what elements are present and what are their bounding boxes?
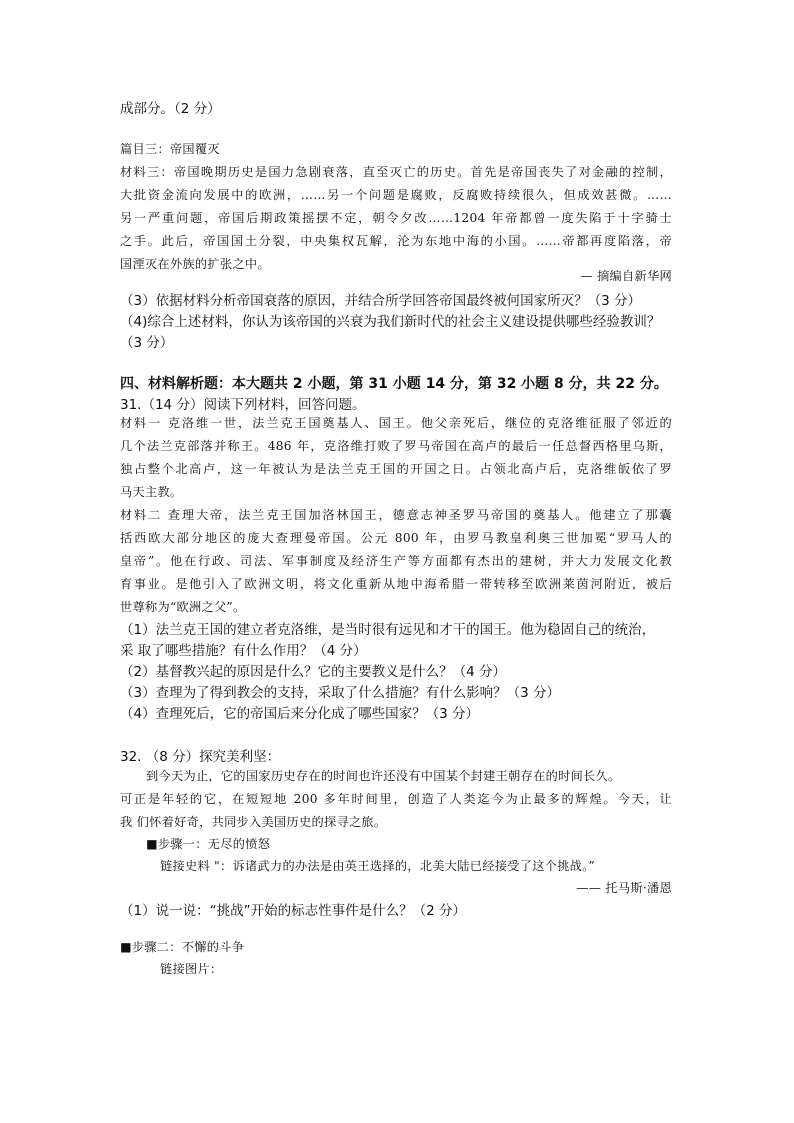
material-line: 马天主教。 — [120, 485, 183, 499]
question-31-1-cont: 采 取了哪些措施？有什么作用？（4 分） — [120, 643, 367, 659]
paragraph-line: 到今天为止，它的国家历史存在的时间也许还没有中国某个封建王朝存在的时间长久。 — [146, 769, 621, 783]
question-32-1: （1）说一说：“挑战”开始的标志性事件是什么？（2 分） — [120, 903, 466, 919]
step-2-heading: ■步骤二：不懈的斗争 — [120, 940, 245, 954]
paragraph-line: 可正是年轻的它，在短短地 200 多年时间里，创造了人类迄今为止最多的辉煌。今天，让 — [120, 792, 672, 806]
question-32-intro: 32. （8 分）探究美利坚： — [120, 749, 281, 765]
material-line: 材料三：帝国晚期历史是国力急剧衰落，直至灭亡的历史。首先是帝国丧失了对金融的控制， — [120, 165, 672, 179]
question-4: （4)综合上述材料，你认为该帝国的兴衰为我们新时代的社会主义建设提供哪些经验教训？ — [120, 314, 661, 330]
quote-source: —— 托马斯·潘恩 — [576, 881, 672, 895]
question-31-4: （4）查理死后，它的帝国后来分化成了哪些国家？（3 分） — [120, 706, 479, 722]
step-1-heading: ■步骤一：无尽的愤怒 — [146, 837, 271, 851]
section-heading: 篇目三：帝国覆灭 — [120, 142, 220, 156]
step-1-quote: 链接史料 "：诉诸武力的办法是由英王选择的，北美大陆已经接受了这个挑战。” — [160, 859, 596, 873]
material-line: 世尊称为“欧洲之父”。 — [120, 600, 246, 614]
question-31-1: （1）法兰克王国的建立者克洛维，是当时很有远见和才干的国王。他为稳固自己的统治， — [120, 622, 656, 638]
paragraph-line: 我 们怀着好奇，共同步入美国历史的探寻之旅。 — [120, 815, 387, 829]
continuation-line: 成部分。（2 分） — [120, 101, 221, 117]
question-31-3: （3）查理为了得到教会的支持，采取了什么措施？有什么影响？（3 分） — [120, 685, 560, 701]
material-source: — 摘编自新华网 — [580, 269, 672, 283]
material-line: 大批资金流向发展中的欧洲，……另一个问题是腐败，反腐败持续很久，但成效甚微。…… — [120, 188, 672, 202]
material-line: 之手。此后，帝国国土分裂，中央集权瓦解，沦为东地中海的小国。……帝都再度陷落，帝 — [120, 234, 672, 248]
material-line: 育事业。是他引入了欧洲文明，将文化重新从地中海希腊一带转移至欧洲莱茵河附近，被后 — [120, 577, 672, 591]
material-line: 独占整个北高卢，这一年被认为是法兰克王国的开国之日。占领北高卢后，克洛维皈依了罗 — [120, 462, 672, 476]
material-line: 几个法兰克部落并称王。486 年，克洛维打败了罗马帝国在高卢的最后一任总督西格里乌斯， — [120, 439, 672, 453]
part-heading: 四、材料解析题：本大题共 2 小题，第 31 小题 14 分，第 32 小题 8 分，共 22 分。 — [120, 376, 668, 392]
material-line: 另一严重问题，帝国后期政策摇摆不定，朝令夕改……1204 年帝都曾一度失陷于十字骑士 — [120, 211, 672, 225]
question-3: （3）依据材料分析帝国衰落的原因，并结合所学回答帝国最终被何国家所灭？（3 分） — [120, 293, 641, 309]
step-2-link: 链接图片： — [160, 962, 223, 976]
material-line: 材料二 查理大帝，法兰克王国加洛林国王，德意志神圣罗马帝国的奠基人。他建立了那囊 — [120, 508, 672, 522]
question-31-intro: 31.（14 分）阅读下列材料，回答问题。 — [120, 397, 366, 413]
material-line: 国湮灭在外族的扩张之中。 — [120, 257, 270, 271]
material-line: 皇帝”。他在行政、司法、军事制度及经济生产等方面都有杰出的建树，并大力发展文化教 — [120, 554, 672, 568]
question-4-score: （3 分） — [120, 335, 174, 351]
question-31-2: （2）基督教兴起的原因是什么？它的主要教义是什么？（4 分） — [120, 664, 506, 680]
material-line: 材料一 克洛维一世，法兰克王国奠基人、国王。他父亲死后，继位的克洛维征服了邻近的 — [120, 416, 672, 430]
material-line: 括西欧大部分地区的庞大查理曼帝国。公元 800 年，由罗马教皇利奥三世加冕“罗马人的 — [120, 531, 672, 545]
